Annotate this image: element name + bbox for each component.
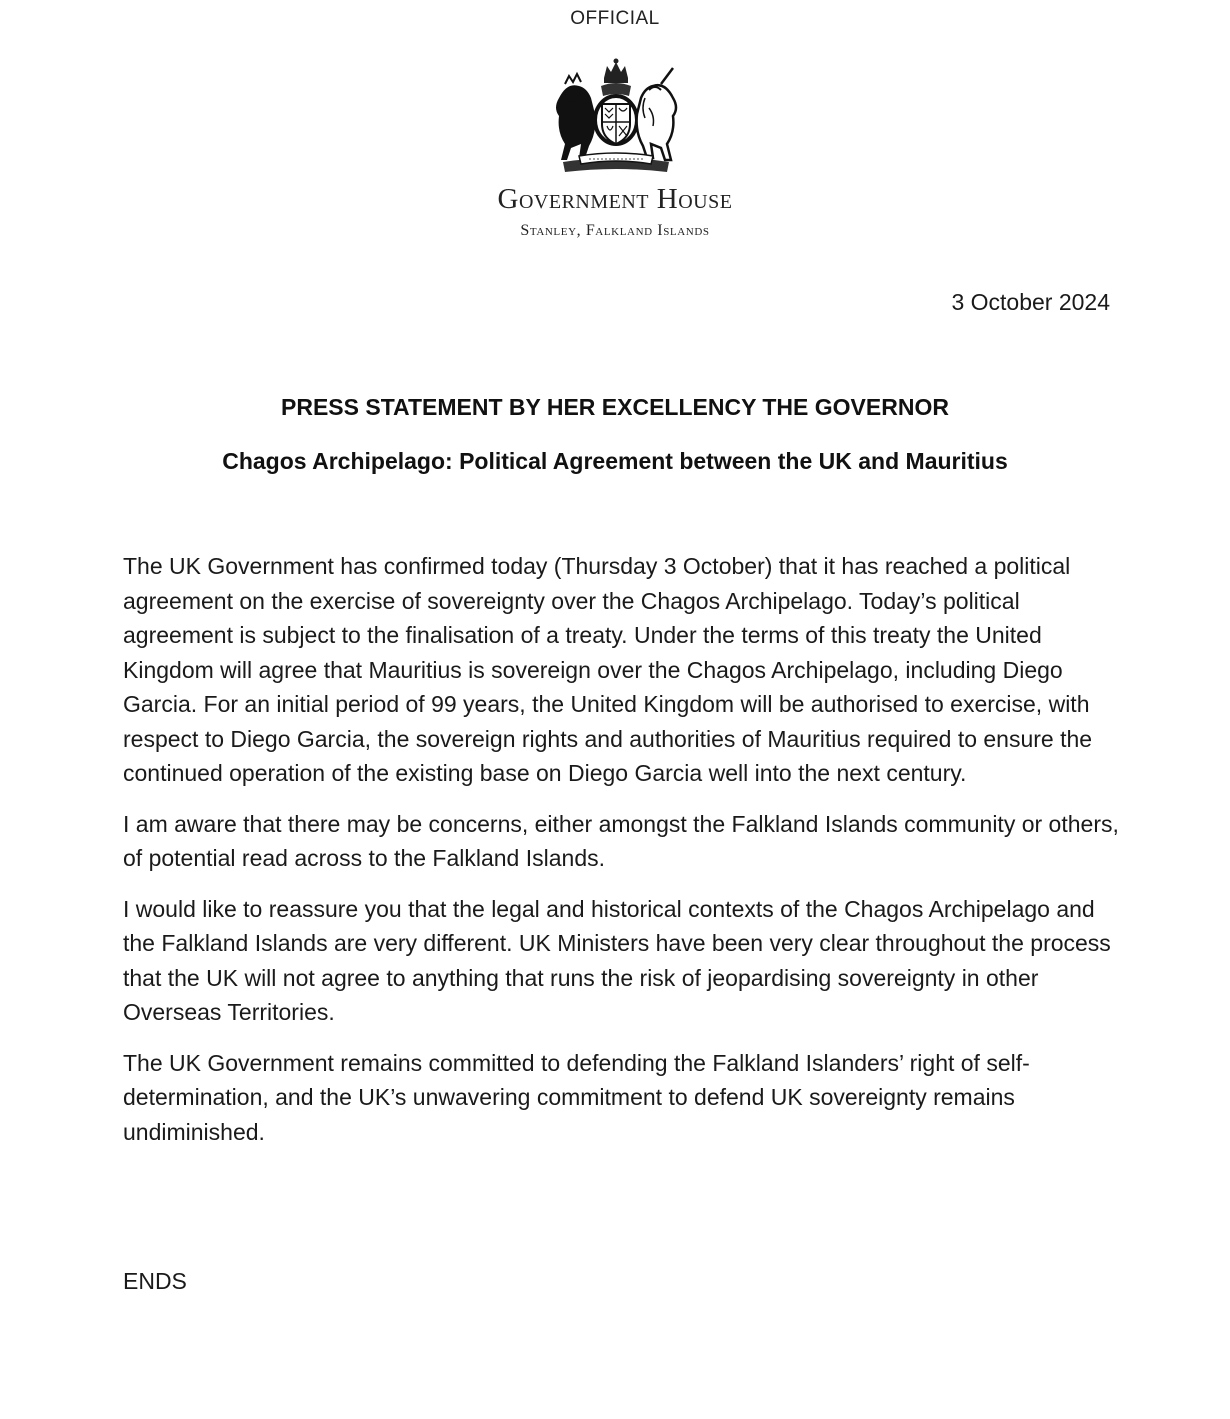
body-paragraph: The UK Government has confirmed today (Thursday 3 October) that it has reached a political agreement on the exercise of sovereignty over the Chagos Archipelago. Today’s political agreement is subject to the finalisation of a treaty. Under the terms of this treaty the United Kingdom will agree that Mauritius is sovereign over the Chagos Archipelago, including Diego Garcia. For an initial period of 99 years, the United Kingdom will be authorised to exercise, with respect to Diego Garcia, the sovereign rights and authorities of Mauritius required to ensure the continued operation of the existing base on Diego Garcia well into the next century.: [123, 553, 1093, 786]
body-paragraph: I would like to reassure you that the legal and historical contexts of the Chagos Archipelago and the Falkland Islands are very different. UK Ministers have been very clear throughout the process that the UK will not agree to anything that runs the risk of jeopardising sovereignty in other Overseas Territories.: [123, 895, 1111, 1025]
statement-body: [123, 549, 1123, 1165]
organisation-location: Stanley, Falkland Islands: [520, 222, 710, 239]
organisation-name: Government House: [497, 183, 733, 215]
statement-title: PRESS STATEMENT BY HER EXCELLENCY THE GOVERNOR: [281, 394, 949, 420]
body-paragraph: I am aware that there may be concerns, either amongst the Falkland Islands community or others, of potential read across to the Falkland Islands.: [123, 810, 1119, 871]
ends-marker: ENDS: [123, 1268, 187, 1294]
statement-date: 3 October 2024: [951, 289, 1110, 315]
statement-subtitle: Chagos Archipelago: Political Agreement between the UK and Mauritius: [222, 448, 1008, 474]
royal-coat-of-arms-icon: [549, 58, 683, 176]
classification-label: OFFICIAL: [570, 8, 660, 29]
body-paragraph: The UK Government remains committed to defending the Falkland Islanders’ right of self-determination, and the UK’s unwavering commitment to defend UK sovereignty remains undiminished.: [123, 1049, 1030, 1145]
